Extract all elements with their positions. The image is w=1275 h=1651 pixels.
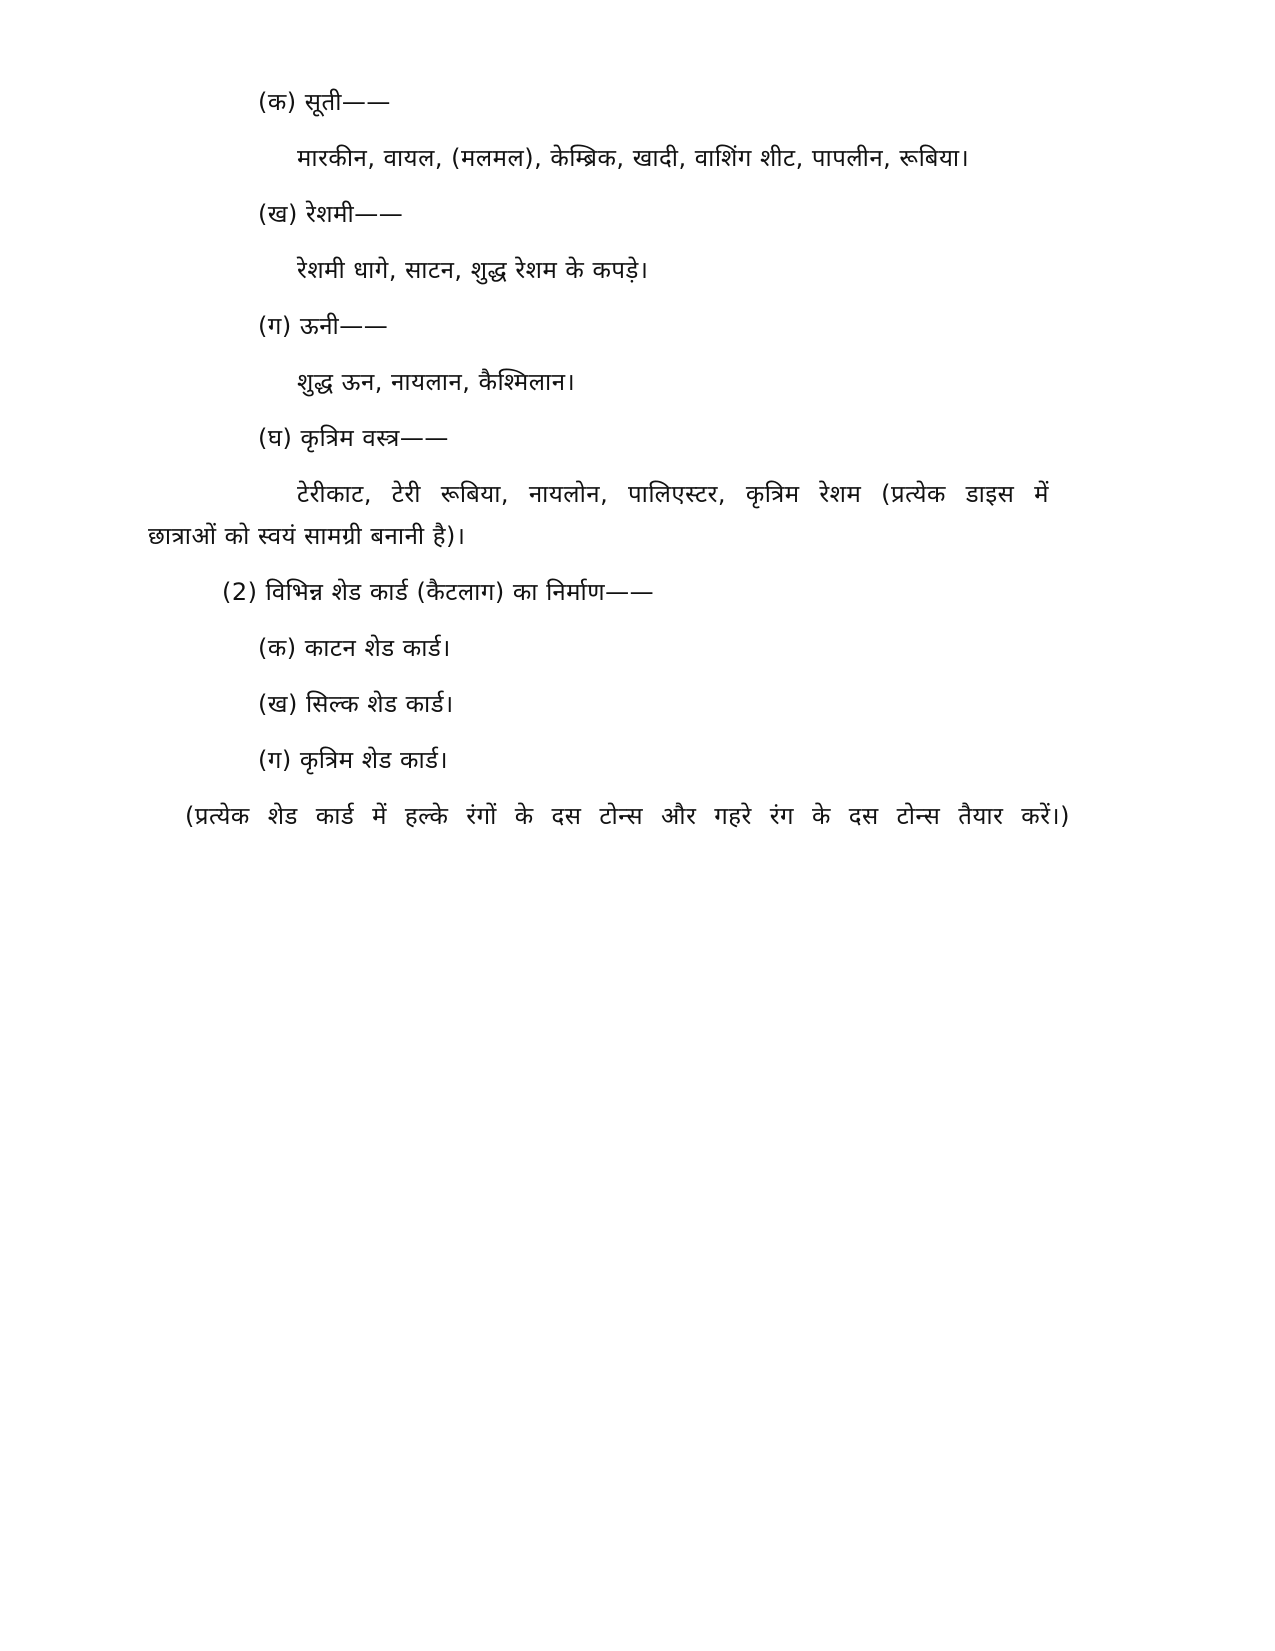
synthetic-items-line1: टेरीकाट, टेरी रूबिया, नायलोन, पालिएस्टर, कृत्रिम रेशम (प्रत्येक डाइस में	[297, 480, 1049, 508]
cotton-heading: (क) सूती——	[258, 88, 391, 116]
section2-item-silk: (ख) सिल्क शेड कार्ड।	[258, 690, 454, 718]
wool-heading: (ग) ऊनी——	[258, 312, 389, 340]
section2-heading: (2) विभिन्न शेड कार्ड (कैटलाग) का निर्माण——	[222, 578, 655, 606]
wool-items: शुद्ध ऊन, नायलान, कैश्मिलान।	[297, 368, 576, 396]
section2-item-synthetic: (ग) कृत्रिम शेड कार्ड।	[258, 746, 449, 774]
section2-note: (प्रत्येक शेड कार्ड में हल्के रंगों के दस टोन्स और गहरे रंग के दस टोन्स तैयार करें।)	[185, 802, 1070, 830]
silk-items: रेशमी धागे, साटन, शुद्ध रेशम के कपड़े।	[297, 256, 649, 284]
synthetic-heading: (घ) कृत्रिम वस्त्र——	[258, 424, 449, 452]
synthetic-items-line2: छात्राओं को स्वयं सामग्री बनानी है)।	[148, 522, 466, 550]
cotton-items: मारकीन, वायल, (मलमल), केम्ब्रिक, खादी, वाशिंग शीट, पापलीन, रूबिया।	[297, 144, 970, 172]
silk-heading: (ख) रेशमी——	[258, 200, 404, 228]
section2-item-cotton: (क) काटन शेड कार्ड।	[258, 634, 451, 662]
